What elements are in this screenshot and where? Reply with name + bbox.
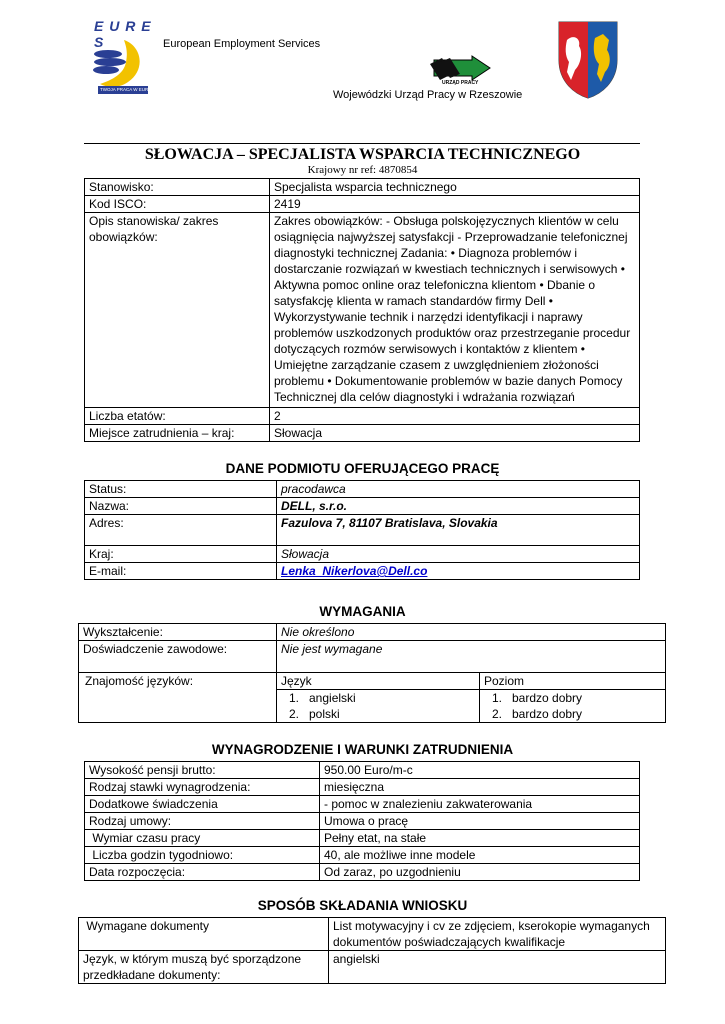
table-row: [85, 779, 640, 796]
table-row: [79, 641, 666, 673]
table-row: [85, 425, 640, 442]
list-item: [484, 690, 661, 706]
position-label: Stanowisko:: [85, 179, 270, 196]
country-label: Miejsce zatrudnienia – kraj:: [85, 425, 270, 442]
table-row: [79, 624, 666, 641]
rate-type-value: miesięczna: [320, 779, 640, 796]
contract-type-label: Rodzaj umowy:: [85, 813, 320, 830]
status-label: Status:: [85, 481, 277, 498]
start-date-value: Od zaraz, po uzgodnieniu: [320, 864, 640, 881]
application-table: [78, 917, 666, 984]
contract-type-value: Umowa o pracę: [320, 813, 640, 830]
table-row: [85, 796, 640, 813]
level-list: [484, 690, 661, 722]
experience-value: Nie jest wymagane: [277, 641, 666, 673]
office-logo: [428, 54, 494, 88]
working-time-value: Pełny etat, na stałe: [320, 830, 640, 847]
list-item: [484, 706, 661, 722]
table-row: [85, 813, 640, 830]
table-row: [85, 830, 640, 847]
language-level: bardzo dobry: [512, 691, 583, 705]
language-list-cell: [277, 690, 480, 723]
name-label: Nazwa:: [85, 498, 277, 515]
list-number: 2.: [492, 707, 503, 721]
language-list: [281, 690, 475, 722]
languages-label: [79, 673, 277, 723]
description-value: Zakres obowiązków: - Obsługa polskojęzycznych klientów w celu osiągnięcia najwyższej satysfakcji - Przeprowadzanie telefonicznej diagnostyki technicznej Zadania: • Diagnoza problemów i dostarczanie rozwiązań w kwestiach technicznych i serwisowych • Aktywna pomoc online oraz telefoniczna klientom • Dbanie o satysfakcję klienta w ramach standardów firmy Dell • Wykorzystywanie technik i narzędzi identyfikacji i naprawy problemów uszkodzonych produktów oraz przestrzeganie procedur dotyczących rozmów serwisowych i kontaktów z klientem • Umiejętne zarządzanie czasem z uwzględnieniem złożoności problemu • Dokumentowanie problemów w bazie danych Pomocy Technicznej dla celów diagnostyki i wdrażania rozwiązań: [270, 213, 640, 408]
email-label: E-mail:: [85, 563, 277, 580]
benefits-value: - pomoc w znalezieniu zakwaterowania: [320, 796, 640, 813]
table-row: [85, 213, 640, 408]
education-value: Nie określono: [277, 624, 666, 641]
start-date-label: Data rozpoczęcia:: [85, 864, 320, 881]
employer-country-label: Kraj:: [85, 546, 277, 563]
salary-table: [84, 761, 640, 881]
status-value: pracodawca: [277, 481, 640, 498]
isco-value: 2419: [270, 196, 640, 213]
isco-label: Kod ISCO:: [85, 196, 270, 213]
employer-heading: DANE PODMIOTU OFERUJĄCEGO PRACĘ: [225, 461, 500, 476]
list-item: [281, 690, 475, 706]
weekly-hours-value: 40, ale możliwe inne modele: [320, 847, 640, 864]
documents-value: List motywacyjny i cv ze zdjęciem, kserokopie wymaganych dokumentów poświadczających kwalifikacje: [329, 918, 666, 951]
salary-value: 950.00 Euro/m-c: [320, 762, 640, 779]
salary-label: Wysokość pensji brutto:: [85, 762, 320, 779]
address-label: Adres:: [85, 515, 277, 546]
table-row: [85, 179, 640, 196]
language-column-header: Język: [277, 673, 480, 690]
table-row: [85, 515, 640, 546]
level-list-cell: [480, 690, 666, 723]
requirements-heading: WYMAGANIA: [319, 604, 406, 619]
address-value: Fazulova 7, 81107 Bratislava, Slovakia: [277, 515, 640, 546]
office-logo-label: URZĄD PRACY: [442, 80, 479, 86]
table-row: [85, 864, 640, 881]
table-row: [85, 481, 640, 498]
vacancies-label: Liczba etatów:: [85, 408, 270, 425]
rate-type-label: Rodzaj stawki wynagrodzenia:: [85, 779, 320, 796]
level-column-header: Poziom: [480, 673, 666, 690]
documents-label: Wymagane dokumenty: [79, 918, 329, 951]
application-heading: SPOSÓB SKŁADANIA WNIOSKU: [257, 898, 468, 913]
table-row: [79, 951, 666, 984]
job-table: [84, 178, 640, 442]
country-value: Słowacja: [270, 425, 640, 442]
language-name: polski: [309, 707, 340, 721]
list-number: 2.: [289, 707, 300, 721]
requirements-table: [78, 623, 666, 723]
page-title: SŁOWACJA – SPECJALISTA WSPARCIA TECHNICZNEGO: [144, 146, 581, 163]
coat-of-arms-icon: [555, 20, 621, 100]
table-row: [85, 498, 640, 515]
table-row: [79, 918, 666, 951]
office-name: Wojewódzki Urząd Pracy w Rzeszowie: [333, 89, 523, 101]
list-item: [281, 706, 475, 722]
list-number: 1.: [289, 691, 300, 705]
working-time-label: Wymiar czasu pracy: [85, 830, 320, 847]
employer-country-value: Słowacja: [277, 546, 640, 563]
table-row: [85, 196, 640, 213]
eures-wordmark: E U R E S: [94, 18, 152, 50]
table-row: [85, 762, 640, 779]
language-name: angielski: [309, 691, 356, 705]
benefits-label: Dodatkowe świadczenia: [85, 796, 320, 813]
table-row: [85, 408, 640, 425]
service-name: European Employment Services: [163, 38, 321, 50]
coat-of-arms: [555, 20, 621, 100]
salary-heading: WYNAGRODZENIE I WARUNKI ZATRUDNIENIA: [211, 742, 514, 757]
description-label: Opis stanowiska/ zakres obowiązków:: [85, 213, 270, 408]
documents-language-label: Język, w którym muszą być sporządzone przedkładane dokumenty:: [79, 951, 329, 984]
employer-table: [84, 480, 640, 580]
list-number: 1.: [492, 691, 503, 705]
table-row: [85, 546, 640, 563]
header-divider: [84, 143, 640, 144]
languages-label-text: Znajomość języków:: [85, 674, 194, 688]
table-row: [85, 563, 640, 580]
documents-language-value: angielski: [329, 951, 666, 984]
weekly-hours-label: Liczba godzin tygodniowo:: [85, 847, 320, 864]
experience-label: Doświadczenie zawodowe:: [79, 641, 277, 673]
vacancies-value: 2: [270, 408, 640, 425]
position-value: Specjalista wsparcia technicznego: [270, 179, 640, 196]
reference-number: Krajowy nr ref: 4870854: [307, 164, 418, 176]
table-row: [85, 847, 640, 864]
table-row: [79, 673, 666, 690]
education-label: Wykształcenie:: [79, 624, 277, 641]
language-level: bardzo dobry: [512, 707, 583, 721]
employer-name: DELL, s.r.o.: [277, 498, 640, 515]
eures-logo: [84, 18, 158, 106]
eures-tagline: TWOJA PRACA W EUROPIE: [100, 87, 160, 92]
email-link[interactable]: Lenka_Nikerlova@Dell.co: [281, 564, 428, 578]
